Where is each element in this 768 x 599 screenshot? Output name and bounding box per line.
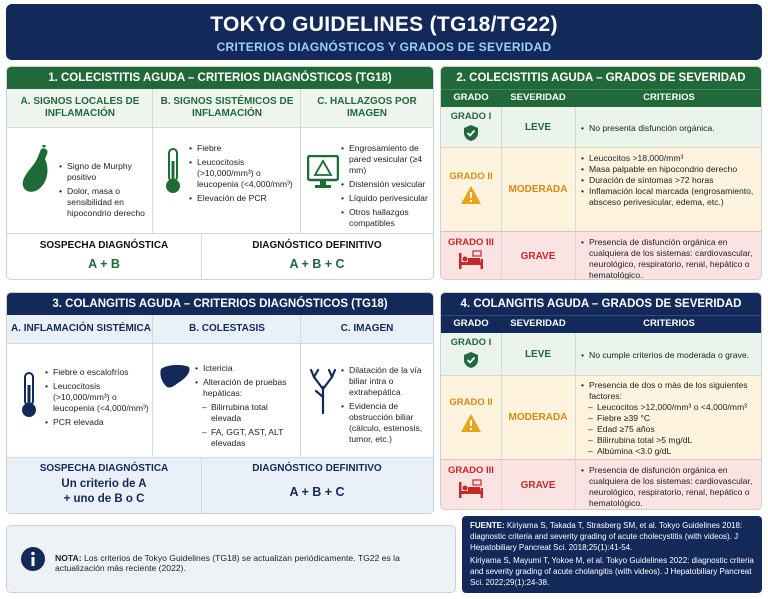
- list-item: • Leucocitosis (>10,000/mm³) o leucopenia (<4,000/mm³): [45, 381, 149, 414]
- list-subitem: – Edad ≥75 años: [581, 424, 759, 435]
- source-ref-2: Kiriyama S, Mayumi T, Yokoe M, et al. Tokyo Guidelines 2022: diagnostic criteria and severity grading of acute cholangitis (with videos). J Hepatobiliary Pancreat Sci. 2022;29(1):24-38.: [470, 556, 754, 587]
- panel-title: 3. COLANGITIS AGUDA – CRITERIOS DIAGNÓSTICOS (TG18): [7, 293, 433, 315]
- severidad-label: GRAVE: [520, 479, 556, 491]
- col-header-criterios: CRITERIOS: [643, 92, 695, 103]
- list-subitem: – FA, GGT, AST, ALT elevadas: [195, 427, 299, 449]
- ultrasound-monitor-icon: [307, 155, 339, 194]
- definitivo-value: A + B + C: [289, 257, 345, 271]
- list-item: • Elevación de PCR: [189, 193, 297, 204]
- list-item: • Leucocitos >18,000/mm³: [581, 153, 759, 164]
- list-item: • Distensión vesicular: [341, 179, 433, 190]
- list-item: • Presencia de dos o más de los siguientes factores:: [581, 380, 759, 402]
- col-a-heading: A. INFLAMACIÓN SISTÉMICA: [11, 323, 151, 334]
- page-title: TOKYO GUIDELINES (TG18/TG22): [210, 13, 558, 36]
- warning-icon: [460, 185, 482, 210]
- col-a-list: [59, 161, 149, 222]
- list-item: • Presencia de disfunción orgánica en cualquiera de los sistemas: cardiovascular, neurológico, respiratorio, renal, hepático o hematológico.: [581, 465, 759, 509]
- col-header-grado: GRADO: [453, 92, 489, 103]
- source-ref-1: Kiriyama S, Takada T, Strasberg SM, et al. Tokyo Guidelines 2018: diagnostic criteria and severity grading of acute cholecystitis (with videos). J Hepatobiliary Pancreat Sci. 2018;25(1):41-54.: [470, 521, 743, 552]
- severidad-label: MODERADA: [508, 183, 568, 195]
- grado-label: GRADO III: [448, 465, 494, 476]
- list-item: • No presenta disfunción orgánica.: [581, 123, 759, 134]
- panel-title: 4. COLANGITIS AGUDA – GRADOS DE SEVERIDAD: [441, 293, 761, 315]
- col-header-grado: GRADO: [453, 318, 489, 329]
- list-subitem: – Bilirrubina total >5 mg/dL: [581, 435, 759, 446]
- severidad-label: LEVE: [524, 348, 552, 360]
- panel-title: 2. COLECISTITIS AGUDA – GRADOS DE SEVERIDAD: [441, 67, 761, 89]
- col-b-list: [195, 363, 299, 452]
- col-c-heading: C. IMAGEN: [340, 323, 394, 334]
- warning-icon: [460, 413, 482, 438]
- list-item: • Otros hallazgos compatibles: [341, 207, 433, 229]
- liver-icon: [159, 363, 191, 396]
- definitivo-value: A + B + C: [289, 485, 345, 499]
- col-c-list: [341, 143, 433, 232]
- criterios-list: [581, 380, 759, 457]
- criterios-list: [581, 350, 759, 361]
- list-item: • Evidencia de obstrucción biliar (cálculo, estenosis, tumor, etc.): [341, 401, 433, 445]
- grado-label: GRADO I: [450, 111, 492, 122]
- list-item: • Engrosamiento de pared vesicular (≥4 mm): [341, 143, 433, 176]
- note-label: NOTA:: [55, 553, 82, 563]
- shield-check-icon: [463, 124, 479, 147]
- criterios-list: [581, 237, 759, 280]
- list-item: • PCR elevada: [45, 417, 149, 428]
- col-b-list: [189, 143, 297, 207]
- list-item: • Fiebre o escalofríos: [45, 367, 149, 378]
- severidad-label: GRAVE: [520, 250, 556, 262]
- definitivo-title: DIAGNÓSTICO DEFINITIVO: [252, 240, 382, 251]
- panel-colecistitis-diagnostico: [6, 66, 434, 280]
- list-item: • Presencia de disfunción orgánica en cualquiera de los sistemas: cardiovascular, neurológico, respiratorio, renal, hepático o hematológico.: [581, 237, 759, 280]
- criterios-list: [581, 153, 759, 208]
- criterios-list: [581, 123, 759, 134]
- hospital-bed-icon: [458, 250, 484, 275]
- sospecha-title: SOSPECHA DIAGNÓSTICA: [39, 240, 169, 251]
- criterios-list: [581, 465, 759, 509]
- note-text: Los criterios de Tokyo Guidelines (TG18) se actualizan periódicamente. TG22 es la actualización más reciente (2022).: [55, 553, 400, 573]
- panel-title: 1. COLECISTITIS AGUDA – CRITERIOS DIAGNÓSTICOS (TG18): [7, 67, 433, 89]
- info-icon: [21, 547, 45, 576]
- grado-label: GRADO II: [449, 171, 493, 182]
- thermometer-icon: [19, 371, 39, 424]
- severidad-label: MODERADA: [508, 411, 568, 423]
- list-item: • Leucocitosis (>10,000/mm³) o leucopenia (<4,000/mm³): [189, 157, 297, 190]
- col-a-list: [45, 367, 149, 431]
- list-item: • No cumple criterios de moderada o grave.: [581, 350, 759, 361]
- page-header: [6, 4, 762, 60]
- sospecha-value: A + B: [88, 257, 120, 271]
- list-subitem: – Bilirrubina total elevada: [195, 402, 299, 424]
- list-subitem: – Fiebre ≥39 °C: [581, 413, 759, 424]
- col-c-list: [341, 365, 433, 448]
- col-header-severidad: SEVERIDAD: [510, 318, 566, 329]
- list-item: • Fiebre: [189, 143, 297, 154]
- col-header-criterios: CRITERIOS: [643, 318, 695, 329]
- shield-check-icon: [463, 351, 479, 374]
- gallbladder-icon: [15, 145, 55, 200]
- note-box: [6, 525, 456, 593]
- source-label: FUENTE:: [470, 521, 505, 530]
- list-item: • Duración de síntomas >72 horas: [581, 175, 759, 186]
- grado-label: GRADO I: [450, 337, 492, 348]
- list-subitem: – Leucocitos >12,000/mm³ o <4,000/mm³: [581, 402, 759, 413]
- col-a-heading: A. SIGNOS LOCALES DE INFLAMACIÓN: [20, 96, 140, 119]
- panel-colecistitis-severidad: [440, 66, 762, 280]
- sospecha-title: SOSPECHA DIAGNÓSTICA: [39, 463, 169, 474]
- hospital-bed-icon: [458, 479, 484, 504]
- list-item: • Dilatación de la vía biliar intra o extrahepática: [341, 365, 433, 398]
- col-c-heading: C. HALLAZGOS POR IMAGEN: [317, 96, 417, 119]
- list-item: • Líquido perivesicular: [341, 193, 433, 204]
- list-item: • Alteración de pruebas hepáticas:: [195, 377, 299, 399]
- page-subtitle: CRITERIOS DIAGNÓSTICOS Y GRADOS DE SEVERIDAD: [216, 40, 552, 54]
- panel-colangitis-severidad: [440, 292, 762, 510]
- list-item: • Dolor, masa o sensibilidad en hipocondrio derecho: [59, 186, 149, 219]
- grado-label: GRADO III: [448, 237, 494, 248]
- grado-label: GRADO II: [449, 397, 493, 408]
- source-box: [462, 516, 762, 593]
- panel-colangitis-diagnostico: [6, 292, 434, 514]
- thermometer-icon: [163, 147, 183, 200]
- biliary-tree-icon: [309, 367, 337, 420]
- definitivo-title: DIAGNÓSTICO DEFINITIVO: [252, 463, 382, 474]
- severidad-label: LEVE: [524, 121, 552, 133]
- col-header-severidad: SEVERIDAD: [510, 92, 566, 103]
- list-item: • Inflamación local marcada (engrosamiento, absceso perivesicular, edema, etc.): [581, 186, 759, 208]
- sospecha-value: Un criterio de A + uno de B o C: [61, 478, 147, 505]
- list-subitem: – Albúmina <3.0 g/dL: [581, 446, 759, 457]
- col-b-heading: B. COLESTASIS: [189, 323, 265, 334]
- list-item: • Masa palpable en hipocondrio derecho: [581, 164, 759, 175]
- col-b-heading: B. SIGNOS SISTÉMICOS DE INFLAMACIÓN: [160, 96, 294, 119]
- list-item: • Signo de Murphy positivo: [59, 161, 149, 183]
- list-item: • Ictericia: [195, 363, 299, 374]
